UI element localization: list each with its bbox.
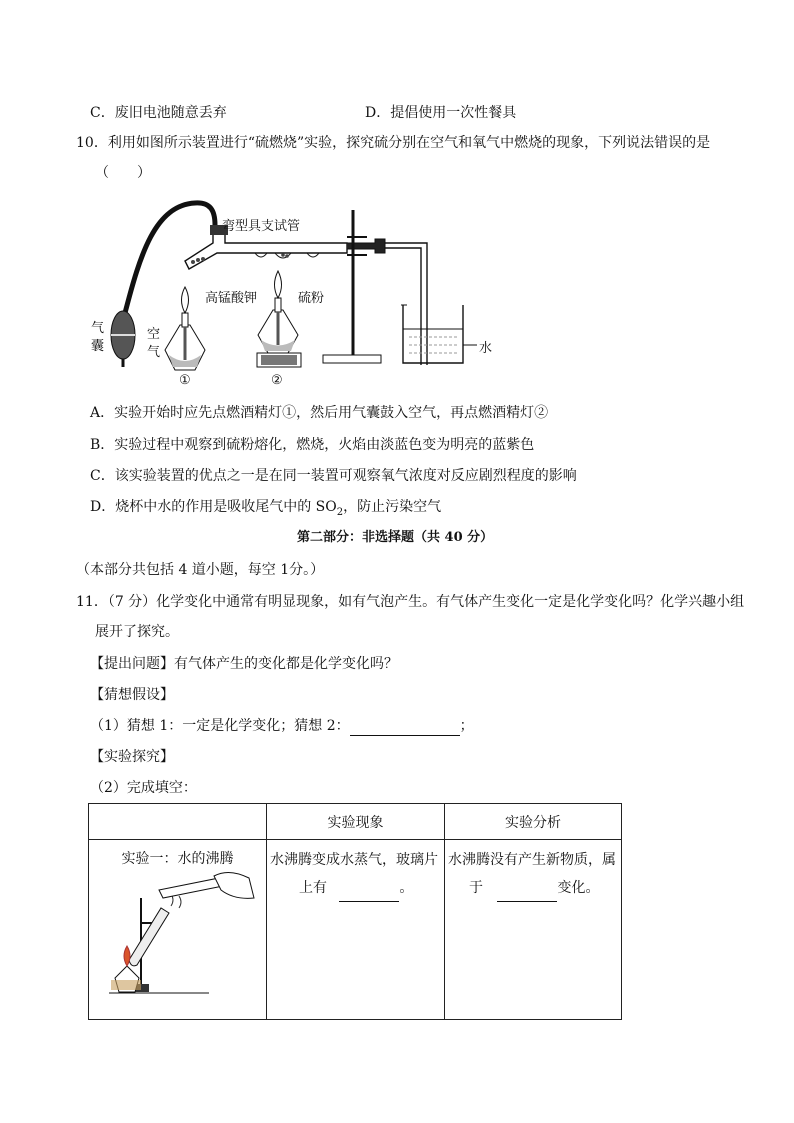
row1-analysis-line2 (445, 874, 621, 902)
row1-phen-pre: 上有 (298, 880, 327, 896)
table-header-phenomenon: 实验现象 (266, 804, 444, 840)
q11-stem-line1: 11．（7 分）化学变化中通常有明显现象，如有气泡产生。有气体产生变化一定是化学变化吗？化学兴趣小组 (76, 594, 745, 610)
q11-stem-line2: 展开了探究。 (95, 624, 179, 640)
row1-phen-post: 。 (399, 880, 414, 896)
q11-q1-text: （1）猜想 1：一定是化学变化；猜想 2： (90, 718, 350, 734)
q11-q1-end: ； (459, 718, 474, 734)
kmno4-label: 高锰酸钾 (205, 291, 258, 306)
sulfur-label: 硫粉 (298, 291, 325, 306)
row1-phenomenon-line1: 水沸腾变成水蒸气，玻璃片 (269, 852, 438, 868)
part2-note: （本部分共包括 4 道小题，每空 1分。） (76, 562, 325, 578)
sulfur-combustion-diagram (85, 195, 505, 395)
air-label-2: 气 (147, 345, 161, 360)
row1-title: 实验一：水的沸腾 (121, 851, 234, 867)
q10-option-c: C．该实验装置的优点之一是在同一装置可观察氧气浓度对反应剧烈程度的影响 (90, 468, 577, 484)
boiling-water-drawing (89, 868, 264, 1008)
q10-option-b: B．实验过程中观察到硫粉熔化，燃烧，火焰由淡蓝色变为明亮的蓝紫色 (90, 437, 535, 453)
bag-label-2: 囊 (91, 339, 105, 354)
table-header-analysis: 实验分析 (445, 804, 622, 840)
q11-question: 【提出问题】有气体产生的变化都是化学变化吗？ (90, 656, 398, 672)
q10-option-a: A．实验开始时应先点燃酒精灯①，然后用气囊鼓入空气，再点燃酒精灯② (90, 405, 549, 421)
experiment-table (88, 803, 622, 1020)
row1-anal-post: 变化。 (557, 880, 600, 896)
q11-q1 (90, 716, 474, 736)
table-header-row (89, 804, 622, 840)
lamp-2-label: ② (271, 373, 283, 388)
row1-phenomenon-blank[interactable] (339, 887, 399, 902)
q10-stem: 10．利用如图所示装置进行“硫燃烧”实验，探究硫分别在空气和氧气中燃烧的现象，下列说法错误的是 (76, 135, 711, 151)
q11-q1-blank[interactable] (350, 721, 460, 736)
part2-title: 第二部分：非选择题（共 40 分） (297, 530, 494, 545)
row1-analysis-cell (445, 840, 622, 1020)
row1-anal-pre: 于 (469, 880, 483, 896)
q9-option-c: C．废旧电池随意丢弃 (90, 105, 227, 121)
row1-analysis-line1: 水沸腾没有产生新物质，属 (448, 852, 616, 868)
q10-option-d-text: D．烧杯中水的作用是吸收尾气中的 SO (90, 499, 337, 515)
row1-analysis-blank[interactable] (497, 887, 557, 902)
tube-label: 弯型具支试管 (222, 219, 301, 234)
water-label: 水 (479, 341, 493, 356)
table-header-empty (89, 804, 267, 840)
so2-subscript: 2 (336, 506, 344, 518)
q9-option-d: D．提倡使用一次性餐具 (365, 105, 517, 121)
row1-phenomenon-line2 (267, 874, 444, 902)
row1-phenomenon-cell (266, 840, 444, 1020)
q11-hypothesis-head: 【猜想假设】 (90, 687, 174, 703)
q10-paren: （ ） (95, 165, 151, 181)
bag-label-1: 气 (91, 321, 105, 336)
q11-explore-head: 【实验探究】 (90, 749, 174, 765)
lamp-1-label: ① (179, 373, 191, 388)
q11-q2: （2）完成填空： (90, 780, 197, 796)
table-row (89, 840, 622, 1020)
air-label-1: 空 (147, 327, 161, 342)
q10-option-d (90, 497, 441, 523)
row1-experiment-cell (89, 840, 267, 1020)
q10-option-d-tail: ，防止污染空气 (343, 499, 442, 515)
